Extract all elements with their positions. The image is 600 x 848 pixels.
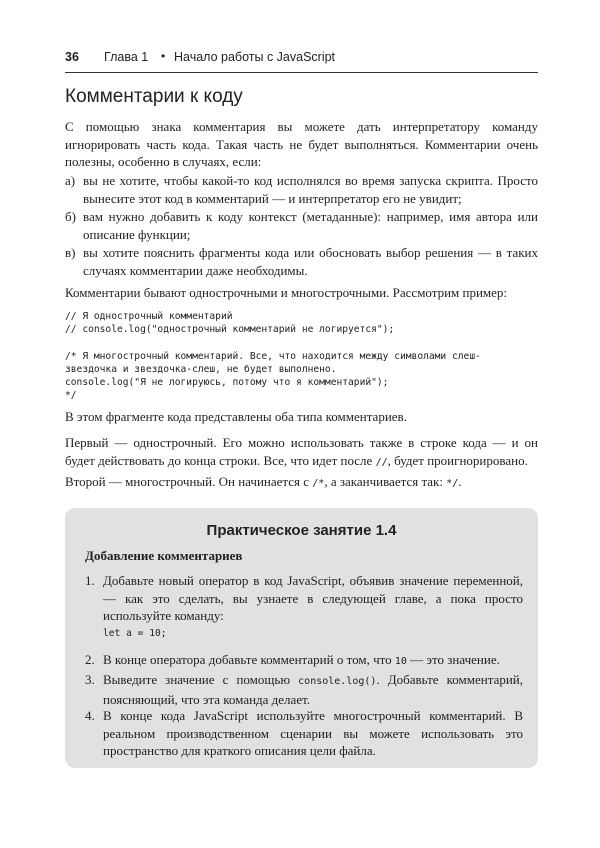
header-rule [65, 72, 538, 73]
chapter-title: Начало работы с JavaScript [174, 50, 336, 64]
inline-code: */ [446, 478, 459, 489]
list-marker: в) [65, 245, 76, 260]
step-number: 4. [85, 708, 95, 723]
practice-step [85, 572, 523, 625]
second-type-text-mid: , а заканчивается так: [324, 474, 447, 489]
chapter-label: Глава 1 [104, 50, 149, 64]
step-text-part: Выведите значение с помощью [103, 672, 299, 687]
list-item-text: вы не хотите, чтобы какой-то код исполнялся во время запуска скрипта. Просто вынесите этот код в комментарий — и интерпретатор его не увидит; [83, 173, 538, 206]
both-types-paragraph: В этом фрагменте кода представлены оба типа комментариев. [65, 409, 407, 424]
page-number: 36 [65, 50, 79, 64]
step-code: let a = 10; [103, 628, 167, 639]
step-number: 1. [85, 573, 95, 588]
step-text-part: В конце оператора добавьте комментарий о том, что [103, 652, 395, 667]
step-text [103, 651, 523, 671]
step-text: В конце кода JavaScript используйте многострочный комментарий. В реальном производственном сценарии вы можете использовать это пространство для краткого описания цели файла. [103, 708, 523, 759]
first-type-text-end: , будет проигнорировано. [387, 452, 528, 468]
list-item [65, 244, 538, 279]
practice-step [85, 707, 523, 760]
first-type-text: Первый — однострочный. Его можно использовать также в строке кода — и он будет действовать до конца строки. Все, что идет после [65, 435, 538, 468]
second-type-text: Второй — многострочный. Он начинается с [65, 474, 313, 489]
first-type-paragraph [65, 434, 538, 471]
inline-code: /* [312, 478, 325, 489]
practice-box [65, 508, 538, 768]
list-marker: а) [65, 173, 76, 188]
inline-code: console.log() [298, 676, 377, 687]
inline-code: 10 [394, 656, 407, 667]
header-bullet: • [161, 49, 166, 63]
list-marker: б) [65, 209, 76, 224]
code-example: // Я однострочный комментарий // console.log("однострочный комментарий не логируется"); /* Я многострочный комментарий. Все, что находится между символами слеш- звездочка и звездочка-слеш, не будет выполнено. console.log("Я не логируюсь, потому что я комментарий"); */ [65, 311, 481, 402]
second-type-paragraph [65, 473, 538, 493]
list-item-text: вам нужно добавить к коду контекст (метаданные): например, имя автора или описание функции; [83, 209, 538, 242]
practice-subtitle: Добавление комментариев [85, 548, 243, 563]
section-title: Комментарии к коду [65, 86, 243, 107]
practice-title: Практическое занятие 1.4 [206, 522, 397, 539]
running-header [65, 50, 538, 64]
practice-step [85, 671, 523, 708]
intro-paragraph: С помощью знака комментария вы можете дать интерпретатору команду игнорировать часть кода. Такая часть не будет выполняться. Комментарии очень полезны, особенно в случаях, если: [65, 119, 538, 170]
list-item [65, 208, 538, 243]
step-text-part: — это значение. [406, 652, 500, 667]
step-text [103, 671, 523, 708]
inline-code: // [375, 456, 388, 468]
step-text-part: . Добавьте комментарий, поясняющий, что эта команда делает. [103, 672, 524, 707]
practice-step [85, 651, 523, 671]
second-type-text-end: . [458, 474, 462, 489]
list-item-text: вы хотите пояснить фрагменты кода или обосновать выбор решения — в таких случаях комментарии даже необходимы. [83, 245, 538, 278]
kinds-paragraph: Комментарии бывают однострочными и многострочными. Рассмотрим пример: [65, 285, 508, 300]
list-item [65, 172, 538, 207]
step-number: 2. [85, 652, 95, 667]
step-text: Добавьте новый оператор в код JavaScript, объявив значение переменной, — как это сделать, вы узнаете в следующей главе, а пока просто используйте команду: [103, 573, 523, 624]
step-number: 3. [85, 672, 95, 687]
